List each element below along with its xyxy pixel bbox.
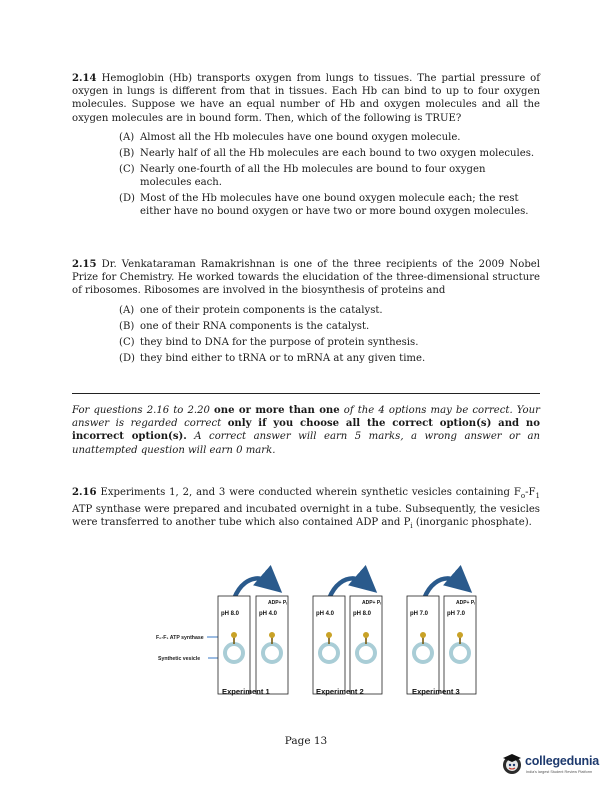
adp-label: ADP+ Pᵢ	[456, 600, 475, 606]
graduation-cap-icon	[500, 751, 524, 775]
question-2-15	[72, 258, 540, 368]
section-divider	[72, 393, 540, 394]
left-ph: pH 7.0	[410, 611, 429, 617]
question-text: Hemoglobin (Hb) transports oxygen from lungs to tissues. The partial pressure of oxygen in lungs is different from that in tissues. Each Hb can bind to up to four oxygen molecules. Suppose we have an equal number of Hb and oxygen molecules and all the oxygen molecules are in bound form. Then, which of the following is TRUE?	[72, 73, 540, 124]
atp-synthase-head	[269, 632, 275, 638]
instructions-text-3: A correct answer will earn 5 marks, a wrong answer or an unattempted question will earn 0 mark.	[72, 431, 540, 456]
subscript: 1	[535, 492, 540, 501]
experiment-label: Experiment 1	[222, 687, 270, 696]
atp-synthase-head	[457, 632, 463, 638]
option-c[interactable]	[119, 336, 540, 349]
right-ph: pH 7.0	[447, 611, 466, 617]
option-text: they bind to DNA for the purpose of protein synthesis.	[140, 336, 419, 348]
option-text: Nearly half of all the Hb molecules are each bound to two oxygen molecules.	[140, 147, 535, 159]
question-number: 2.16	[72, 487, 97, 498]
atp-synthase-head	[363, 632, 369, 638]
option-label: (D)	[119, 193, 135, 205]
left-ph: pH 8.0	[221, 611, 240, 617]
right-ph: pH 4.0	[259, 611, 278, 617]
text-part: ATP synthase were prepared and incubated overnight in a tube. Subsequently, the vesicles were transferred to another tube which also contained ADP and P	[72, 504, 540, 529]
option-d[interactable]	[119, 192, 540, 218]
option-text: one of their protein components is the catalyst.	[140, 304, 383, 316]
experiment-1	[218, 578, 288, 696]
experiment-label: Experiment 2	[316, 687, 364, 696]
instructions-bold-1: one or more than one	[214, 405, 340, 416]
question-2-14	[72, 72, 540, 221]
question-text: Dr. Venkataraman Ramakrishnan is one of the three recipients of the 2009 Nobel Prize for Chemistry. He worked towards the elucidation of the three-dimensional structure of ribosomes. Ribosomes are involved in the biosynthesis of proteins and	[72, 259, 540, 297]
instructions-text-2: of the 4 options may be correct. Your answer is regarded correct	[72, 405, 540, 430]
logo-tagline: India's largest Student Review Platform	[526, 770, 593, 774]
option-d[interactable]	[119, 352, 540, 365]
vesicle-label: Synthetic vesicle	[158, 656, 201, 662]
text-part: Experiments 1, 2, and 3 were conducted wherein synthetic vesicles containing F	[100, 487, 521, 498]
instructions-bold-2: only if you choose all the correct option(s) and no incorrect option(s).	[72, 418, 540, 443]
instructions	[72, 404, 540, 457]
adp-label: ADP+ Pᵢ	[362, 600, 381, 606]
question-text	[72, 487, 540, 531]
collegedunia-logo[interactable]	[500, 751, 608, 785]
atp-synthase-label: F₀-F₁ ATP synthase	[156, 635, 204, 641]
option-text: Almost all the Hb molecules have one bound oxygen molecule.	[140, 131, 461, 143]
question-number: 2.15	[72, 259, 97, 270]
experiment-3	[407, 578, 476, 696]
question-2-16	[72, 486, 540, 534]
option-label: (C)	[119, 336, 135, 348]
subscript: i	[410, 522, 413, 531]
option-text: they bind either to tRNA or to mRNA at any given time.	[140, 352, 426, 364]
text-part: -F	[525, 487, 536, 498]
option-label: (B)	[119, 320, 135, 332]
left-ph: pH 4.0	[316, 611, 335, 617]
option-b[interactable]	[119, 147, 540, 160]
option-a[interactable]	[119, 131, 540, 144]
right-ph: pH 8.0	[353, 611, 372, 617]
options-list	[119, 131, 540, 219]
option-c[interactable]	[119, 163, 540, 189]
option-a[interactable]	[119, 304, 540, 317]
atp-synthase-head	[231, 632, 237, 638]
question-number: 2.14	[72, 73, 97, 84]
instructions-text-1: For questions 2.16 to 2.20	[72, 405, 210, 416]
option-label: (D)	[119, 352, 135, 364]
option-text: Most of the Hb molecules have one bound oxygen molecule each; the rest either have no bound oxygen or have two or more bound oxygen molecules.	[140, 193, 529, 218]
experiment-figure	[150, 562, 490, 704]
page-number: Page 13	[284, 735, 328, 747]
experiment-label: Experiment 3	[412, 687, 460, 696]
subscript: o	[520, 492, 526, 501]
experiment-2	[313, 578, 382, 696]
adp-label: ADP+ Pᵢ	[268, 600, 287, 606]
option-label: (A)	[119, 131, 135, 143]
option-label: (C)	[119, 163, 135, 175]
option-label: (B)	[119, 147, 135, 159]
atp-synthase-head	[420, 632, 426, 638]
atp-synthase-head	[326, 632, 332, 638]
logo-wordmark: collegedunia	[525, 754, 600, 768]
text-part: (inorganic phosphate).	[412, 517, 532, 529]
options-list	[119, 304, 540, 365]
option-b[interactable]	[119, 320, 540, 333]
option-text: Nearly one-fourth of all the Hb molecules are bound to four oxygen molecules each.	[140, 163, 486, 189]
option-text: one of their RNA components is the catalyst.	[140, 320, 370, 332]
option-label: (A)	[119, 304, 135, 316]
